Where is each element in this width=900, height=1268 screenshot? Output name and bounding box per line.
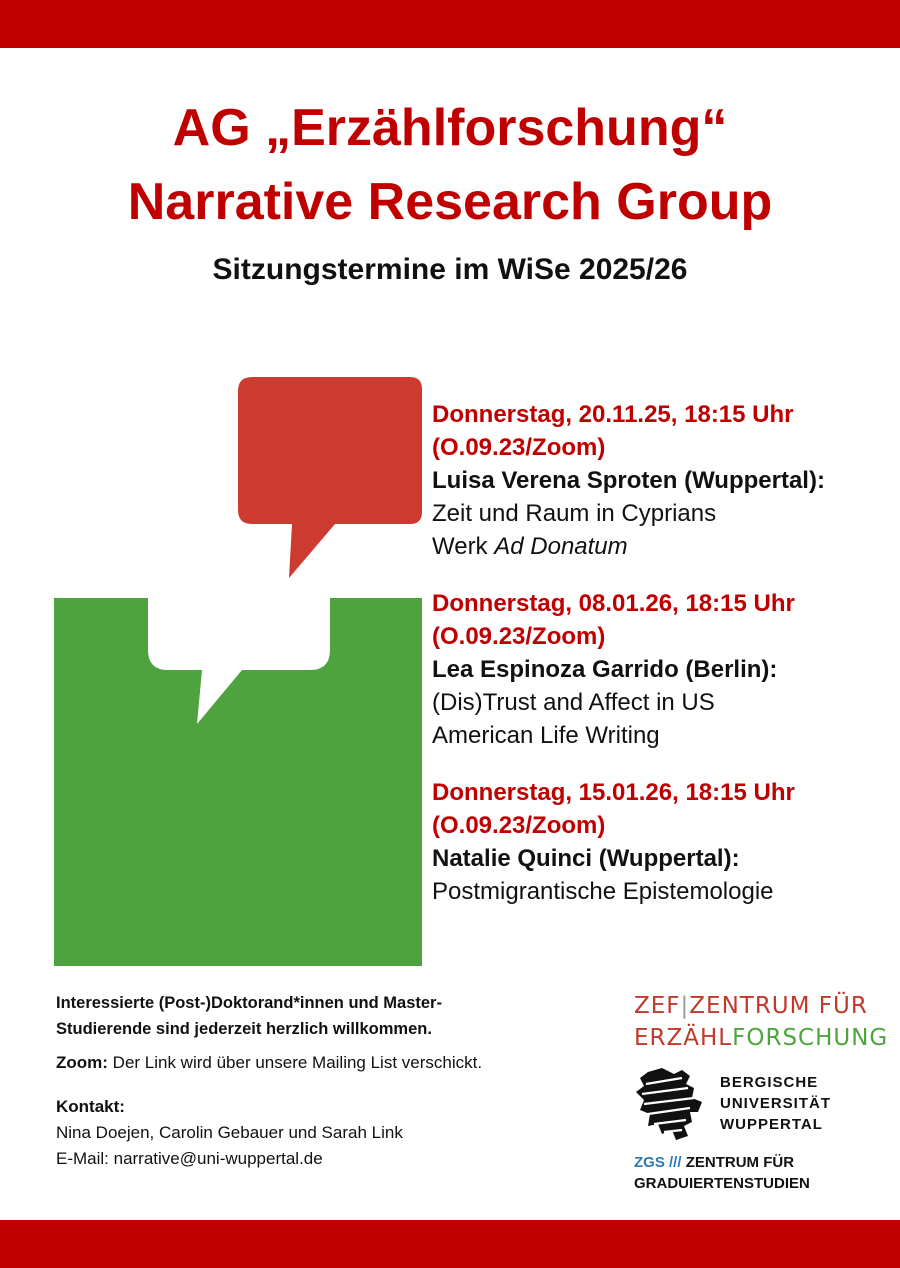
- event-date: Donnerstag, 15.01.26, 18:15 Uhr: [432, 779, 795, 806]
- university-line: WUPPERTAL: [720, 1116, 823, 1133]
- zoom-note: [56, 1053, 482, 1073]
- subtitle: Sitzungstermine im WiSe 2025/26: [212, 253, 688, 286]
- event-topic: [432, 497, 872, 563]
- bottom-red-bar: [0, 1220, 900, 1268]
- event-topic: [432, 686, 872, 752]
- event-topic-line: (Dis)Trust and Affect in US: [432, 689, 715, 716]
- zef-line2-green: FORSCHUNG: [732, 1025, 889, 1051]
- event-item: [432, 398, 872, 563]
- event-speaker: Natalie Quinci (Wuppertal):: [432, 845, 740, 872]
- event-topic-line: Zeit und Raum in Cyprians: [432, 500, 717, 527]
- zgs-line1-text: ZENTRUM FÜR: [685, 1154, 795, 1171]
- zoom-label: Zoom:: [56, 1053, 108, 1072]
- lion-emblem-icon: [632, 1066, 708, 1142]
- zef-line1-text: ZENTRUM FÜR: [689, 993, 868, 1019]
- zef-logo: [634, 990, 888, 1054]
- title-line-1: AG „Erzählforschung“: [172, 99, 728, 157]
- event-topic-italic: Ad Donatum: [494, 533, 628, 560]
- intro-text: [56, 990, 576, 1042]
- intro-line: Studierende sind jederzeit herzlich willkommen.: [56, 1020, 432, 1038]
- event-speaker: Lea Espinoza Garrido (Berlin):: [432, 656, 778, 683]
- zgs-slashes: ///: [669, 1154, 682, 1171]
- zgs-line-2: GRADUIERTENSTUDIEN: [634, 1175, 810, 1192]
- event-room: (O.09.23/Zoom): [432, 434, 606, 461]
- event-room: (O.09.23/Zoom): [432, 812, 606, 839]
- intro-line: Interessierte (Post-)Doktorand*innen und Master-: [56, 994, 442, 1012]
- contact-email[interactable]: E-Mail: narrative@uni-wuppertal.de: [56, 1149, 323, 1168]
- contact-label: Kontakt:: [56, 1097, 125, 1116]
- event-topic-line: American Life Writing: [432, 722, 660, 749]
- zoom-text: Der Link wird über unsere Mailing List verschickt.: [107, 1053, 483, 1072]
- event-room: (O.09.23/Zoom): [432, 623, 606, 650]
- contact-block: [56, 1094, 403, 1172]
- event-item: [432, 587, 872, 752]
- event-topic-line: Postmigrantische Epistemologie: [432, 878, 774, 905]
- event-topic-line: Werk: [432, 533, 495, 560]
- zgs-logo: [634, 1152, 810, 1194]
- event-item: [432, 776, 872, 908]
- zgs-abbr: ZGS: [634, 1154, 665, 1171]
- event-list: [432, 398, 872, 932]
- red-speech-bubble-shape: [238, 377, 422, 578]
- university-line: BERGISCHE: [720, 1074, 819, 1091]
- university-name: [720, 1072, 831, 1135]
- event-speaker: Luisa Verena Sproten (Wuppertal):: [432, 467, 825, 494]
- contact-names: Nina Doejen, Carolin Gebauer und Sarah Link: [56, 1123, 403, 1142]
- green-speech-bubble-shape: [54, 598, 422, 966]
- zef-line2-red: ERZÄHL: [634, 1025, 733, 1051]
- zef-abbr: ZEF: [634, 993, 681, 1019]
- zef-logo-line-1: [634, 990, 888, 1022]
- zef-separator: |: [680, 993, 690, 1019]
- event-date: Donnerstag, 20.11.25, 18:15 Uhr: [432, 401, 794, 428]
- zgs-line-1: [634, 1152, 810, 1173]
- zef-logo-line-2: [634, 1022, 888, 1054]
- title-line-2: Narrative Research Group: [127, 173, 773, 231]
- event-topic: [432, 875, 872, 908]
- university-line: UNIVERSITÄT: [720, 1095, 832, 1112]
- event-date: Donnerstag, 08.01.26, 18:15 Uhr: [432, 590, 795, 617]
